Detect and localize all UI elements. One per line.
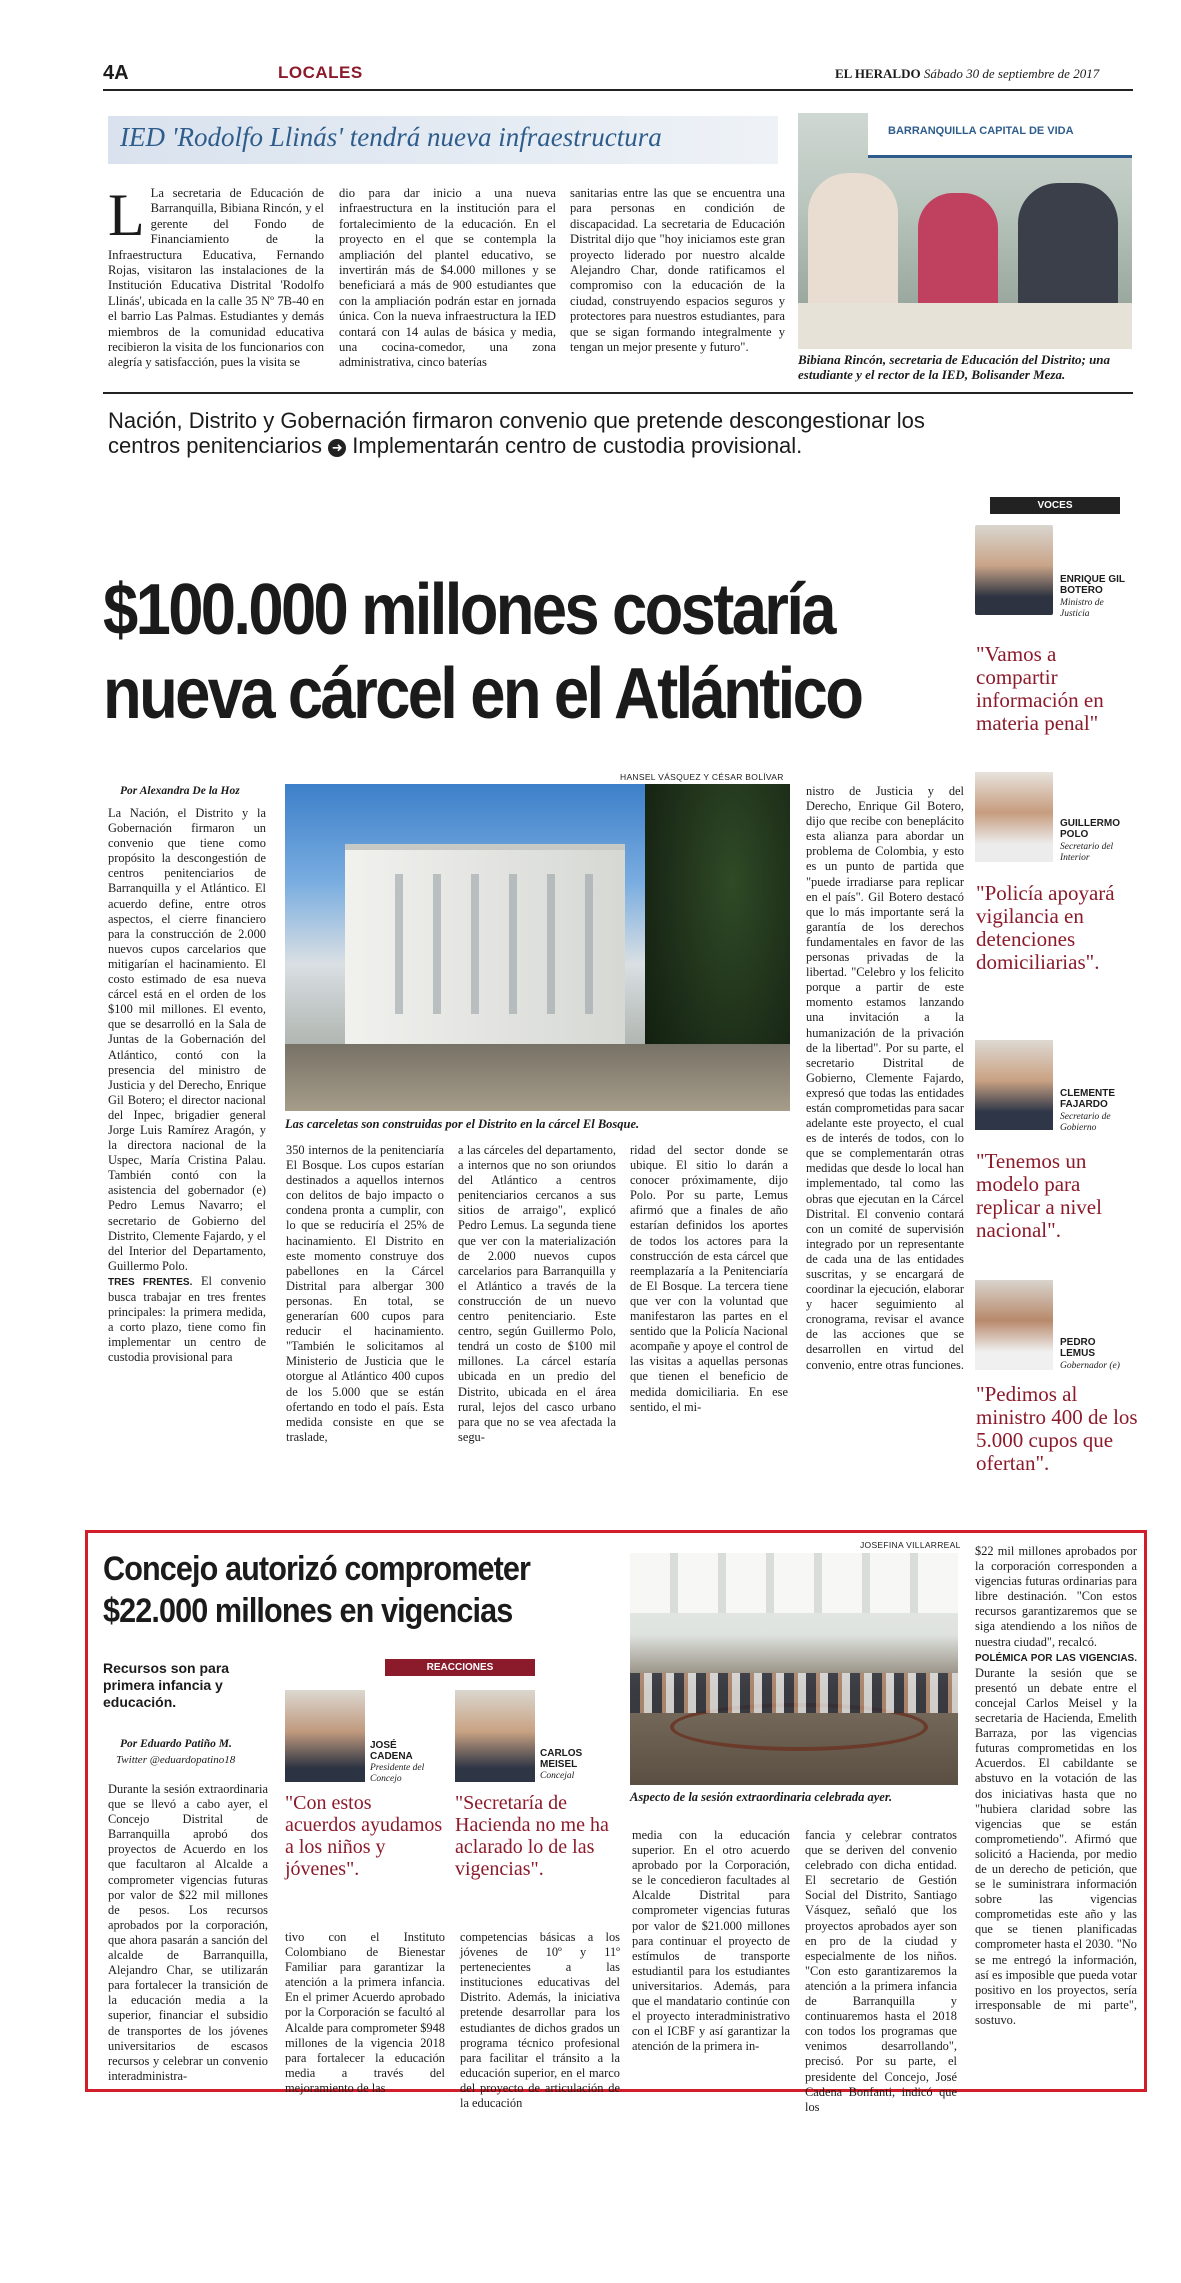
- carcel-caption: Las carceletas son construidas por el Distrito en la cárcel El Bosque.: [285, 1117, 640, 1131]
- ied-banner-text: BARRANQUILLA CAPITAL DE VIDA: [888, 125, 1074, 137]
- concejo-col-5: fancia y celebrar contratos que se deriven del convenio celebrado con dicha entidad. El secretario de Gestión Social del Distrito, Santiago Vásquez, señaló que los proyectos aprobados ayer son en pro de la ciudad y especialmente de los niños. "Con esto garantizaremos la atención a la primera infancia de Barranquilla y continuaremos hasta el 2018 con todos los programas que venimos desarrollando", precisó. Por su parte, el presidente del Concejo, José Cadena Bonfanti, indicó que los: [805, 1828, 957, 2114]
- reaccion-role: Presidente del Concejo: [370, 1763, 425, 1784]
- voz-name: PEDRO LEMUS: [1060, 1337, 1096, 1359]
- avatar: [975, 1040, 1053, 1130]
- ied-caption: Bibiana Rincón, secretaria de Educación del Distrito; una estudiante y el rector de la IED, Bolisander Meza.: [798, 352, 1111, 382]
- kicker-part-b: Implementarán centro de custodia provisional.: [352, 433, 803, 458]
- concejo-headline: [103, 1548, 571, 1632]
- voz-role: Ministro de Justicia: [1060, 598, 1104, 619]
- carcel-col-2: 350 internos de la penitenciaría El Bosque. Los cupos estarían destinados a aquellos internos con delitos de bajo impacto o condena pronta a cumplir, con lo que se reduciría el 25% de hacinamiento. El Distrito en este momento construye dos pabellones en la Cárcel Distrital para albergar 300 personas. En total, se generarían 600 cupos para reducir el hacinamiento. "También le solicitamos al Ministerio de Justicia que le otorgue al Atlántico 400 cupos de los 5.000 que se están ofertando en todo el país. Esta medida consiste en que se traslade,: [286, 1143, 444, 1444]
- avatar: [975, 1280, 1053, 1370]
- voz-role: Gobernador (e): [1060, 1361, 1120, 1371]
- carcel-col-5: nistro de Justicia y del Derecho, Enrique Gil Botero, dijo que recibe con beneplácito esta alianza para abordar un problema de Colombia, y esto es un punto de partida que "puede irradiarse para replicar en el país". Gil Botero destacó que lo más importante será la garantía de los derechos fundamentales en favor de las personas privadas de la libertad. "Celebro y los felicito porque a partir de este momento estamos lanzando una invitación a la humanización de la privación de la libertad". Por su parte, el secretario Distrital de Gobierno, Clemente Fajardo, expresó que todas las entidades están comprometidas para sacar adelante este proyecto, el cual es de interés de todos, con lo que se complementarán otras medidas que desde lo local han implementado, tal como las obras que ejecutan en la Cárcel Distrital. El convenio contará con un comité de supervisión integrado por un representante de cada una de las entidades suscritas, y se encargará de coordinar la ejecución, elaborar y hacer seguimiento al cronograma, revisar el avance de las acciones que se desarrollen en virtud del convenio, entre otras funciones.: [806, 784, 964, 1372]
- concejo-col-2: tivo con el Instituto Colombiano de Bienestar Familiar para garantizar la atención a la primera infancia. En el primer Acuerdo aprobado por la Corporación se facultó al Alcalde para comprometer $948 millones de la vigencia 2018 para fortalecer la educación media a través del mejoramiento de las: [285, 1930, 445, 2095]
- ied-photo: [798, 113, 1132, 349]
- concejo-subhead: Recursos son para primera infancia y educación.: [103, 1660, 230, 1710]
- concejo-photo-credit: JOSEFINA VILLARREAL: [860, 1540, 961, 1550]
- carcel-photo-credit: HANSEL VÁSQUEZ Y CÉSAR BOLÍVAR: [620, 772, 784, 782]
- concejo-byline: Por Eduardo Patiño M.: [120, 1738, 232, 1750]
- concejo-col6b-text: Durante la sesión que se presentó un debate entre el concejal Carlos Meisel y la secretaria de Hacienda, Emelith Barraza, por las vigencias futuras comprometidas en los Acuerdos. El cabildante se abstuvo en la votación de las dos iniciativas hasta que no "hubiera claridad sobre las vigencias que se están comprometiendo". Afirmó que solicitó a Hacienda, por medio de un derecho de petición, que se le suministrara información sobre las vigencias comprometidas este año y las que se tienen planificadas comprometer hasta el 2030. "No se me entregó la información, así es imposible que pueda votar positivo en los proyectos, sería irresponsable de mi parte", sostuvo.: [975, 1665, 1137, 2027]
- concejo-twitter: Twitter @eduardopatino18: [116, 1754, 236, 1766]
- reaccion-quote: "Con estos acuerdos ayudamos a los niños y jóvenes".: [285, 1792, 443, 1880]
- concejo-col-4: media con la educación superior. En el otro acuerdo aprobado por la Corporación, se le concedieron facultades al Alcalde Distrital para comprometer vigencias futuras por valor de $21.000 millones para continuar el proyecto de estímulos de transporte estudiantil para los estudiantes universitarios. Además, para que el mandatario continúe con el proyecto interadministrativo con el ICBF y así garantizar la atención de la primera in-: [632, 1828, 790, 2054]
- reacciones-label: REACCIONES: [385, 1659, 535, 1676]
- headline-line-2: nueva cárcel en el Atlántico: [103, 654, 862, 734]
- kicker-part-a: Nación, Distrito y Gobernación firmaron convenio que pretende descongestionar los centros penitenciarios: [108, 408, 925, 458]
- carcel-col-1: [108, 806, 266, 1365]
- carcel-col-3: a las cárceles del departamento, a internos que no son oriundos del Atlántico a centros penitenciarios cercanos a sus sitios de arraigo", explicó Pedro Lemus. La segunda tiene que ver con la materialización de 2.000 nuevos cupos carcelarios para Barranquilla y el Atlántico a través de la construcción de un nuevo centro penitenciario. Este centro, según Guillermo Polo, tendrá un costo de $100 mil millones. La cárcel estaría ubicada en un predio del Distrito, ubicada en el área rural, lejos del casco urbano para que no se vea afectada la segu-: [458, 1143, 616, 1444]
- ied-col1-text: La secretaria de Educación de Barranquilla, Bibiana Rincón, y el gerente del Fondo de Financiamiento de la Infraestructura Educativa, Fernando Rojas, visitaron las instalaciones de la Institución Educativa Distrital 'Rodolfo Llinás', ubicada en la calle 35 Nº 7B-40 en el barrio Las Palmas. Estudiantes y demás miembros de la comunidad educativa recibieron la visita de los funcionarios con alegría y satisfacción, pues la visita se: [108, 186, 324, 370]
- voz-name: CLEMENTE FAJARDO: [1060, 1088, 1115, 1110]
- voz-name: ENRIQUE GIL BOTERO: [1060, 574, 1125, 596]
- arrow-right-icon: ➜: [328, 439, 346, 457]
- voz-name: GUILLERMO POLO: [1060, 818, 1120, 840]
- avatar: [975, 772, 1053, 862]
- concejo-headline-1: Concejo autorizó comprometer: [103, 1550, 531, 1588]
- issue-date: Sábado 30 de septiembre de 2017: [923, 66, 1100, 81]
- carcel-col-4: ridad del sector donde se ubique. El sitio lo darán a conocer próximamente, dijo Polo. Por su parte, Lemus afirmó que a finales de año estarían definidos los aportes de todos los actores para la construcción de esta cárcel que reemplazaría a la Penitenciaría de El Bosque. La tercera tiene que ver con la voluntad que manifestaron las partes en el sentido que la Policía Nacional acompañe y apoye el control de las visitas a aquellas personas que tienen el beneficio de medida domiciliaria. En ese sentido, el mi-: [630, 1143, 788, 1414]
- masthead: [835, 66, 1099, 82]
- ied-col-2: dio para dar inicio a una nueva infraestructura en la institución para el fortalecimiento de la educación. En el proyecto en el que se contempla la ampliación del plantel educativo, se invertirán más de $4.000 millones y se beneficiará a más de 900 estudiantes que con la ampliación podrán estar en jornada única. Con la nueva infraestructura la IED contará con 14 aulas de básica y media, una cocina-comedor, una zona administrativa, cinco baterías: [339, 186, 556, 370]
- voz-quote: "Pedimos al ministro 400 de los 5.000 cupos que ofertan".: [976, 1382, 1138, 1475]
- masthead-name: EL HERALDO: [835, 66, 921, 81]
- carcel-col1-text: La Nación, el Distrito y la Gobernación firmaron un convenio que tiene como propósito la descongestión de centros penitenciarios de Barranquilla y el Atlántico. El acuerdo define, entre otros aspectos, el cierre financiero para la construcción de 2.000 nuevos cupos carcelarios que mitigarían el hacinamiento. El costo estimado de esa nueva cárcel está en el orden de los $100 mil millones. El evento, que se desarrolló en la Sala de Juntas de la Gobernación del Atlántico, contó con la presencia del ministro de Justicia y del Derecho, Enrique Gil Botero; el director nacional del Inpec, brigadier general Jorge Luis Ramírez Aragón, y la directora nacional de la Uspec, María Cristina Palau. También contó con la asistencia del gobernador (e) Pedro Lemus Navarro; el secretario de Gobierno del Distrito, Clemente Fajardo, y el del Interior del Departamento, Guillermo Polo.: [108, 806, 266, 1273]
- reaccion-name: JOSÉ CADENA: [370, 1740, 413, 1762]
- reaccion-name: CARLOS MEISEL: [540, 1748, 583, 1770]
- building-windows: [365, 874, 605, 1014]
- voz-role: Secretario del Interior: [1060, 842, 1114, 863]
- audience: [630, 1673, 958, 1713]
- carcel-kicker: [108, 408, 978, 458]
- reaccion-quote: "Secretaría de Hacienda no me ha aclarado lo de las vigencias".: [455, 1792, 609, 1880]
- avatar: [455, 1690, 535, 1782]
- ied-dropcap: L: [108, 182, 145, 248]
- ceiling-lights: [630, 1553, 958, 1613]
- voces-label: VOCES: [990, 497, 1120, 514]
- ied-col-1: [108, 182, 324, 371]
- carcel-photo: [285, 784, 790, 1111]
- voz-quote: "Tenemos un modelo para replicar a nivel nacional".: [976, 1149, 1102, 1242]
- ied-bottom-rule: [103, 392, 1133, 394]
- carcel-headline: [103, 568, 877, 736]
- avatar: [285, 1690, 365, 1782]
- ied-table: [798, 303, 1132, 349]
- concejo-col6a-text: $22 mil millones aprobados por la corporación corresponden a vigencias futuras ordinarias para libre destinación. "Con estos recursos garantizaremos que se siga atendiendo a los niños de nuestra ciudad", recalcó.: [975, 1544, 1137, 1649]
- tres-frentes-subhead: TRES FRENTES.: [108, 1276, 193, 1288]
- concejo-headline-2: $22.000 millones en vigencias: [103, 1592, 513, 1630]
- voz-role: Secretario de Gobierno: [1060, 1112, 1111, 1133]
- voz-quote: "Policía apoyará vigilancia en detenciones domiciliarias".: [976, 881, 1115, 974]
- ground: [285, 1044, 790, 1111]
- ied-banner: [868, 113, 1132, 158]
- concejo-col-6: [975, 1544, 1137, 2028]
- ied-col-3: sanitarias entre las que se encuentra una para personas en condición de discapacidad. La secretaria de Educación Distrital dijo que "hoy iniciamos este gran proyecto liderado por nuestro alcalde Alejandro Char, donde ratificamos el compromiso con la educación de la ciudad, construyendo espacios seguros y protectores para nuestros estudiantes, para que se sigan formando integralmente y tengan un mejor presente y futuro".: [570, 186, 785, 355]
- carcel-col1b-text: El convenio busca trabajar en tres frentes principales: la primera medida, a corto plazo, tiene como fin implementar un centro de custodia provisional para: [108, 1273, 266, 1365]
- concejo-col-3: competencias básicas a los jóvenes de 10º y 11º pertenecientes a las instituciones educativas del Distrito. Además, la iniciativa pretende desarrollar para los estudiantes de dichos grados un programa técnico profesional para facilitar el tránsito a la educación superior, en el marco del proyecto de articulación de la educación: [460, 1930, 620, 2111]
- page-number: 4A: [103, 62, 129, 84]
- section-label: LOCALES: [278, 63, 363, 82]
- ied-headline: IED 'Rodolfo Llinás' tendrá nueva infraestructura: [120, 122, 662, 152]
- polemica-subhead: POLÉMICA POR LAS VIGENCIAS.: [975, 1652, 1137, 1664]
- reaccion-role: Concejal: [540, 1771, 575, 1781]
- avatar: [975, 525, 1053, 615]
- concejo-col-1: Durante la sesión extraordinaria que se llevó a cabo ayer, el Concejo Distrital de Barranquilla aprobó dos proyectos de Acuerdo en los que facultaron al Alcalde a comprometer vigencias futuras por valor de $22 mil millones de pesos. Los recursos aprobados por la corporación, que ahora pasarán a sanción del alcalde de Barranquilla, Alejandro Char, se utilizarán para fortalecer la transición de la educación media a la superior, financiar el subsidio de transportes de los jóvenes universitarios de escasos recursos y celebrar un convenio interadministra-: [108, 1782, 268, 2083]
- headline-line-1: $100.000 millones costaría: [103, 570, 834, 650]
- carcel-byline: Por Alexandra De la Hoz: [120, 785, 240, 797]
- voz-quote: "Vamos a compartir información en materia penal": [976, 642, 1104, 735]
- header-rule: [103, 89, 1133, 91]
- concejo-photo: [630, 1553, 958, 1785]
- concejo-caption: Aspecto de la sesión extraordinaria celebrada ayer.: [630, 1790, 893, 1804]
